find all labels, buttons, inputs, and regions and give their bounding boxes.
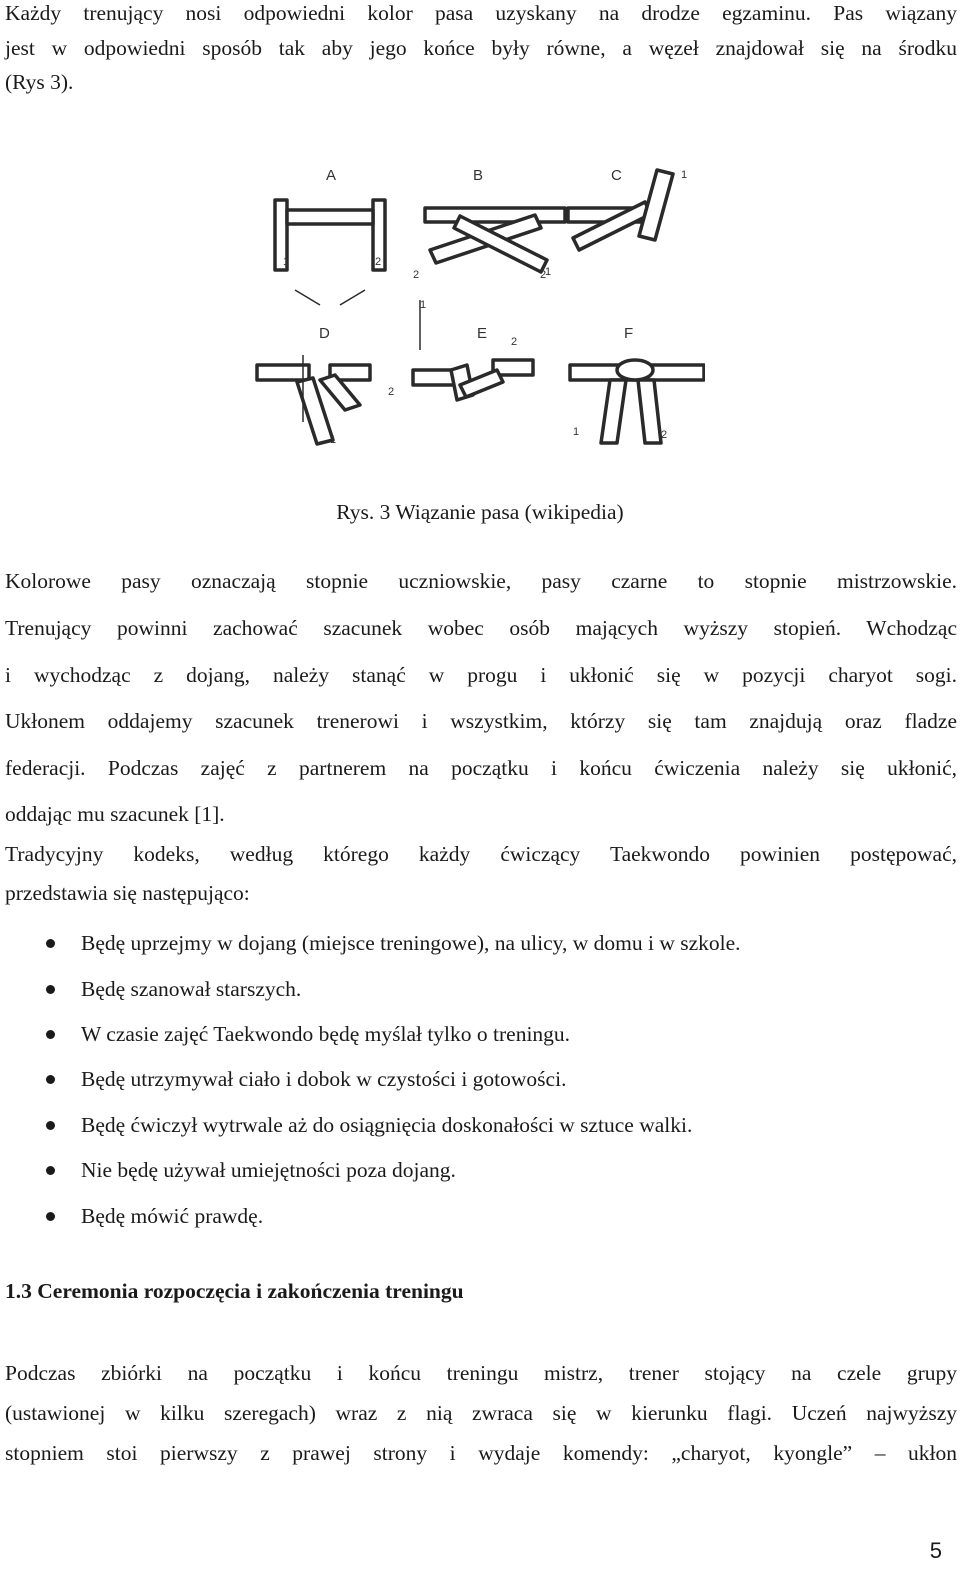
section-number: 1.3: [5, 1279, 32, 1303]
text-line: Każdy trenujący nosi odpowiedni kolor pasa uzyskany na drodze egzaminu. Pas wiązany: [5, 1, 957, 25]
text-line: Trenujący powinni zachować szacunek wobec osób mających wyższy stopień. Wchodząc: [5, 616, 957, 640]
figure-label-f: F: [624, 325, 634, 342]
text-line: federacji. Podczas zajęć z partnerem na początku i końcu ćwiczenia należy się ukłonić,: [5, 756, 957, 780]
text-line: Ukłonem oddajemy szacunek trenerowi i wszystkim, którzy się tam znajdują oraz fladze: [5, 709, 957, 733]
list-item-text: W czasie zajęć Taekwondo będę myślał tylko o treningu.: [81, 1022, 571, 1046]
figure-number: 1: [330, 434, 337, 446]
figure-label-c: C: [611, 167, 622, 184]
text-line: oddając mu szacunek [1].: [5, 802, 225, 826]
text-line: i wychodząc z dojang, należy stanąć w progu i ukłonić się w pozycji charyot sogi.: [5, 663, 957, 687]
text-line: Podczas zbiórki na początku i końcu treningu mistrz, trener stojący na czele grupy: [5, 1361, 957, 1385]
figure-number: 1: [681, 169, 688, 181]
list-item-text: Będę utrzymywał ciało i dobok w czystości i gotowości.: [81, 1067, 567, 1091]
page-number: 5: [929, 1538, 942, 1563]
belt-step-f: [570, 360, 704, 443]
section-title: Ceremonia rozpoczęcia i zakończenia treningu: [37, 1279, 464, 1303]
text-line: (Rys 3).: [5, 70, 74, 94]
list-item-text: Nie będę używał umiejętności poza dojang.: [81, 1158, 456, 1182]
figure-number: 2: [661, 429, 668, 441]
list-item-text: Będę mówić prawdę.: [81, 1204, 264, 1228]
figure-number: 2: [413, 269, 420, 281]
figure-label-a: A: [326, 167, 337, 184]
belt-step-a: [275, 200, 385, 270]
belt-tying-figure: [255, 160, 705, 460]
figure-number: 2: [511, 336, 518, 348]
text-line: Kolorowe pasy oznaczają stopnie uczniowskie, pasy czarne to stopnie mistrzowskie.: [5, 569, 957, 593]
bullet-icon: [46, 1030, 55, 1039]
text-line: przedstawia się następująco:: [5, 881, 250, 905]
text-line: stopniem stoi pierwszy z prawej strony i wydaje komendy: „charyot, kyongle” – ukłon: [5, 1441, 957, 1465]
text-line: Tradycyjny kodeks, według którego każdy ćwiczący Taekwondo powinien postępować,: [5, 842, 957, 866]
figure-number: 1: [545, 266, 552, 278]
figure-caption: Rys. 3 Wiązanie pasa (wikipedia): [336, 500, 624, 524]
belt-step-d: [257, 365, 370, 444]
figure-number: 1: [283, 256, 290, 268]
bullet-icon: [46, 1075, 55, 1084]
text-line: jest w odpowiedni sposób tak aby jego końce były równe, a węzeł znajdował się na środku: [5, 36, 957, 60]
bullet-icon: [46, 939, 55, 948]
figure-label-d: D: [319, 325, 330, 342]
figure-number: 2: [375, 256, 382, 268]
bullet-icon: [46, 985, 55, 994]
list-item-text: Będę szanował starszych.: [81, 977, 302, 1001]
bullet-icon: [46, 1121, 55, 1130]
section-heading: [5, 1279, 464, 1304]
text-line: (ustawionej w kilku szeregach) wraz z nią zwraca się w kierunku flagi. Uczeń najwyższy: [5, 1401, 957, 1425]
bullet-icon: [46, 1166, 55, 1175]
figure-number: 1: [420, 299, 427, 311]
list-item-text: Będę ćwiczył wytrwale aż do osiągnięcia doskonałości w sztuce walki.: [81, 1113, 693, 1137]
figure-number: 1: [573, 426, 580, 438]
belt-step-b: [425, 208, 565, 272]
figure-number: 2: [388, 386, 395, 398]
figure-number: 2: [540, 269, 547, 281]
bullet-icon: [46, 1212, 55, 1221]
figure-label-b: B: [473, 167, 484, 184]
belt-step-e: [413, 360, 533, 400]
figure-label-e: E: [477, 325, 488, 342]
list-item-text: Będę uprzejmy w dojang (miejsce treningowe), na ulicy, w domu i w szkole.: [81, 931, 741, 955]
